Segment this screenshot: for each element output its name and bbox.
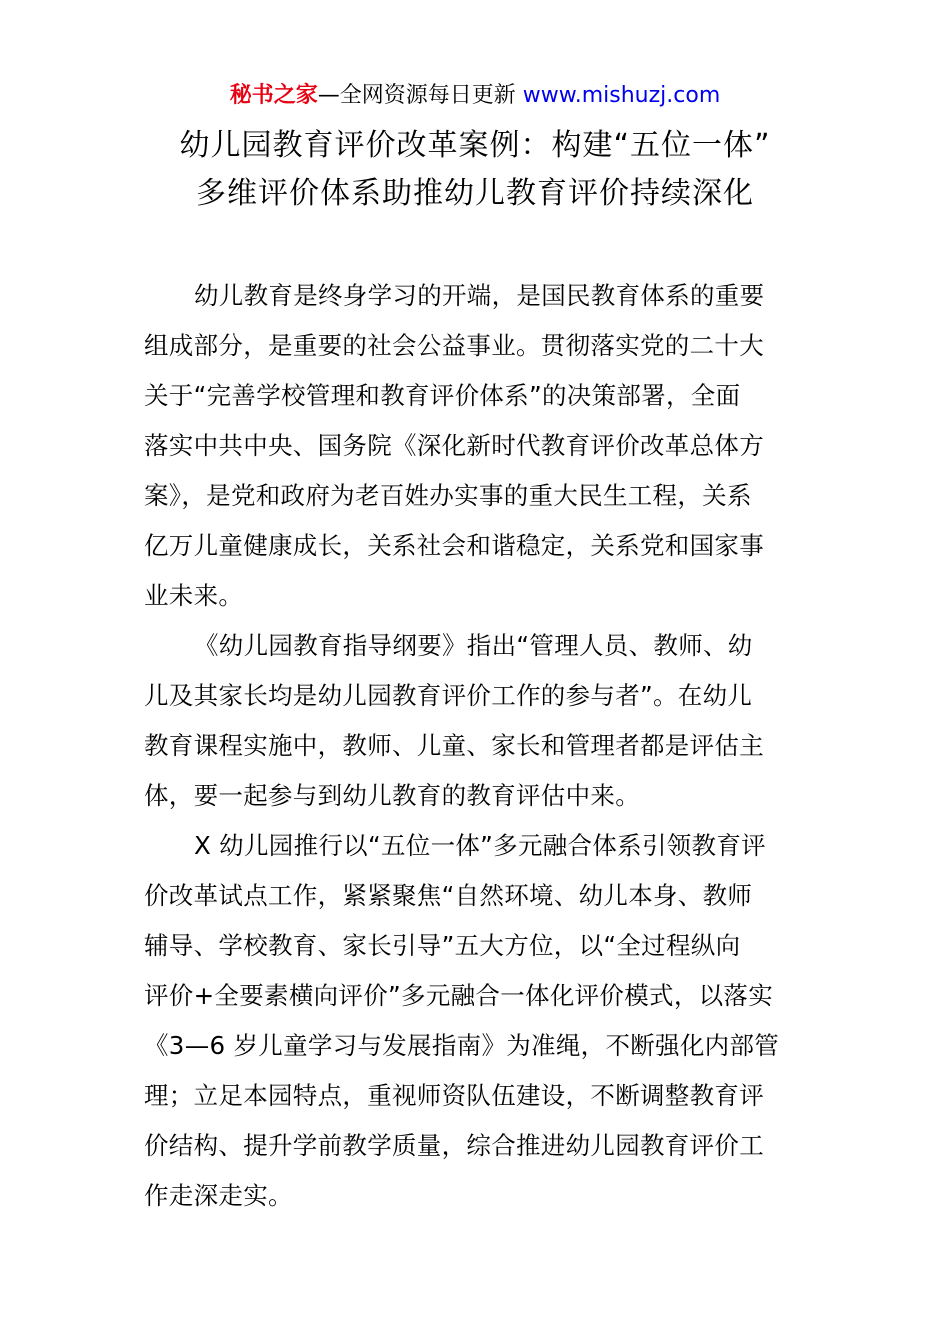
text-line: 辅导、学校教育、家长引导”五大方位，以“全过程纵向 bbox=[144, 931, 741, 960]
site-url-link[interactable]: www.mishuzj.com bbox=[522, 83, 721, 108]
site-header bbox=[0, 80, 950, 112]
text-line: 价改革试点工作，紧紧聚焦“自然环境、幼儿本身、教师 bbox=[144, 881, 753, 910]
site-tagline: —全网资源每日更新 bbox=[317, 83, 523, 108]
text-line: 关于“完善学校管理和教育评价体系”的决策部署，全面 bbox=[144, 381, 741, 410]
text-line: 幼儿教育是终身学习的开端，是国民教育体系的重要 bbox=[194, 281, 765, 310]
text-line: 教育课程实施中，教师、儿童、家长和管理者都是评估主 bbox=[144, 731, 764, 760]
text-line: 评价+全要素横向评价”多元融合一体化评价模式，以落实 bbox=[144, 981, 774, 1010]
text-line: 案》，是党和政府为老百姓办实事的重大民生工程，关系 bbox=[144, 481, 752, 510]
text-line: 落实中共中央、国务院《深化新时代教育评价改革总体方 bbox=[144, 431, 764, 460]
text-line: X 幼儿园推行以“五位一体”多元融合体系引领教育评 bbox=[194, 831, 766, 860]
text-line: 作走深走实。 bbox=[144, 1181, 293, 1210]
paragraph-3 bbox=[144, 821, 810, 1221]
title-line-1: 幼儿园教育评价改革案例：构建“五位一体” bbox=[179, 128, 771, 163]
text-line: 《3—6 岁儿童学习与发展指南》为准绳，不断强化内部管 bbox=[144, 1031, 780, 1060]
document-body bbox=[144, 271, 810, 1221]
title-line-2: 多维评价体系助推幼儿教育评价持续深化 bbox=[196, 176, 754, 211]
text-line: 理；立足本园特点，重视师资队伍建设，不断调整教育评 bbox=[144, 1081, 764, 1110]
site-brand: 秘书之家 bbox=[229, 83, 318, 108]
text-line: 《幼儿园教育指导纲要》指出“管理人员、教师、幼 bbox=[194, 631, 753, 660]
text-line: 组成部分，是重要的社会公益事业。贯彻落实党的二十大 bbox=[144, 331, 764, 360]
text-line: 体，要一起参与到幼儿教育的教育评估中来。 bbox=[144, 781, 640, 810]
text-line: 业未来。 bbox=[144, 581, 244, 610]
text-line: 亿万儿童健康成长，关系社会和谐稳定，关系党和国家事 bbox=[144, 531, 764, 560]
text-line: 价结构、提升学前教学质量，综合推进幼儿园教育评价工 bbox=[144, 1131, 764, 1160]
document-title bbox=[120, 122, 830, 218]
text-line: 儿及其家长均是幼儿园教育评价工作的参与者”。在幼儿 bbox=[144, 681, 753, 710]
paragraph-2 bbox=[144, 621, 810, 821]
paragraph-1 bbox=[144, 271, 810, 621]
